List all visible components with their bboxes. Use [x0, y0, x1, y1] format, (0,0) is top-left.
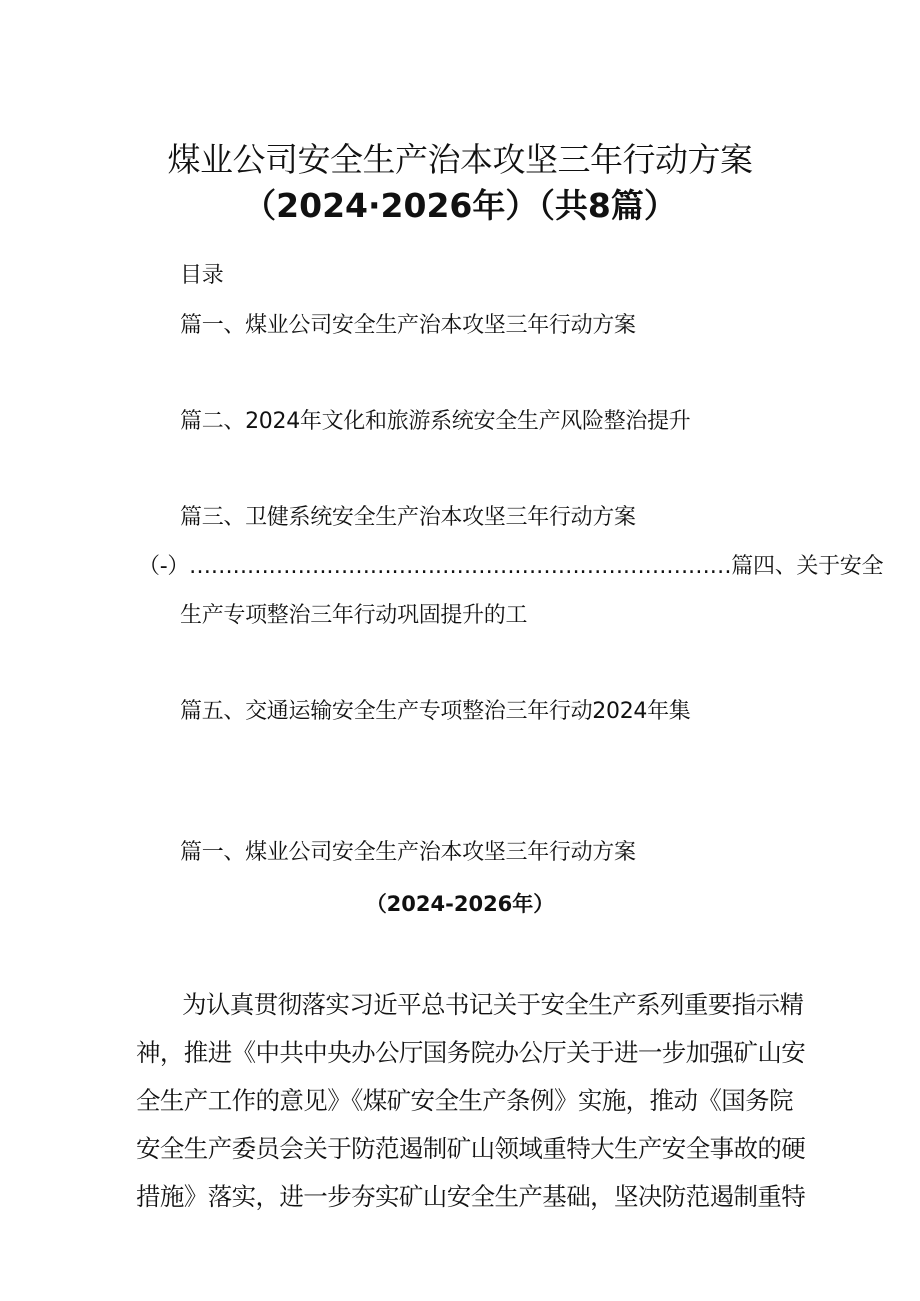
body-line: 全生产工作的意见》《煤矿安全生产条例》实施，推动《国务院 — [136, 1086, 793, 1115]
body-line: 为认真贯彻落实习近平总书记关于安全生产系列重要指示精 — [182, 990, 804, 1019]
body-line: 神，推进《中共中央办公厅国务院办公厅关于进一步加强矿山安 — [136, 1038, 806, 1067]
toc-item-1[interactable]: 篇一、煤业公司安全生产治本攻坚三年行动方案 — [180, 313, 636, 338]
toc-item-5[interactable]: 篇五、交通运输安全生产专项整治三年行动2024年集 — [180, 699, 691, 724]
section-subtitle: （2024-2026年） — [365, 892, 555, 916]
section-title: 篇一、煤业公司安全生产治本攻坚三年行动方案 — [180, 840, 636, 865]
toc-item-3[interactable]: 篇三、卫健系统安全生产治本攻坚三年行动方案 — [180, 505, 636, 530]
toc-item-4-continued[interactable]: 生产专项整治三年行动巩固提升的工 — [180, 603, 528, 628]
document-title-dates: （2024·2026年）（共8篇） — [243, 186, 677, 225]
toc-item-2[interactable]: 篇二、2024年文化和旅游系统安全生产风险整治提升 — [180, 409, 691, 434]
document-title: 煤业公司安全生产治本攻坚三年行动方案 — [167, 140, 753, 179]
body-line: 安全生产委员会关于防范遏制矿山领域重特大生产安全事故的硬 — [136, 1134, 806, 1163]
toc-heading: 目录 — [180, 263, 224, 288]
body-line: 措施》落实，进一步夯实矿山安全生产基础，坚决防范遏制重特 — [136, 1182, 806, 1211]
toc-item-4[interactable]: （-）……‥……‥…………………‥………………………………篇四、关于安全 — [138, 554, 884, 579]
